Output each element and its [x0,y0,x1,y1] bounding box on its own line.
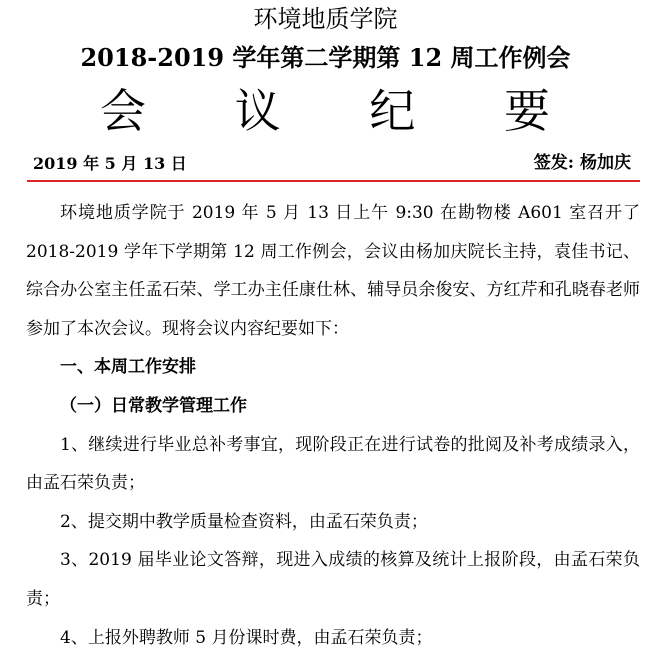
title-char: 纪 [369,84,416,138]
list-item: 3、2019 届毕业论文答辩，现进入成绩的核算及统计上报阶段，由孟石荣负责； [26,550,640,609]
signer: 签发: 杨加庆 [533,153,631,173]
title-char: 要 [503,84,550,138]
document-title [100,84,550,138]
list-item: 4、上报外聘教师 5 月份课时费，由孟石荣负责； [60,627,433,648]
list-item: 1、继续进行毕业总补考事宜，现阶段正在进行试卷的批阅及补考成绩录入，由孟石荣负责； [26,434,640,494]
document-body [26,194,640,657]
meeting-date: 2019 年 5 月 13 日 [33,154,187,173]
title-char: 议 [234,84,281,138]
list-item: 2、提交期中教学质量检查资料，由孟石荣负责； [60,511,428,532]
organization-name: 环境地质学院 [253,5,398,33]
subsection-heading: （一）日常教学管理工作 [60,395,247,416]
section-heading: 一、本周工作安排 [60,357,196,378]
red-divider-line [27,180,640,182]
title-char: 会 [100,84,146,138]
meeting-title: 2018-2019 学年第二学期第 12 周工作例会 [80,43,571,72]
intro-paragraph: 环境地质学院于 2019 年 5 月 13 日上午 9:30 在勘物楼 A601 室召开了 2018-2019 学年下学期第 12 周工作例会，会议由杨加庆院长主持，袁佳书记、综合办公室主任孟石荣、学工办主任康仕林、辅导员余俊安、方红芹和孔晓春老师参加了本次会议。现将会议内容纪要如下： [26,203,640,339]
